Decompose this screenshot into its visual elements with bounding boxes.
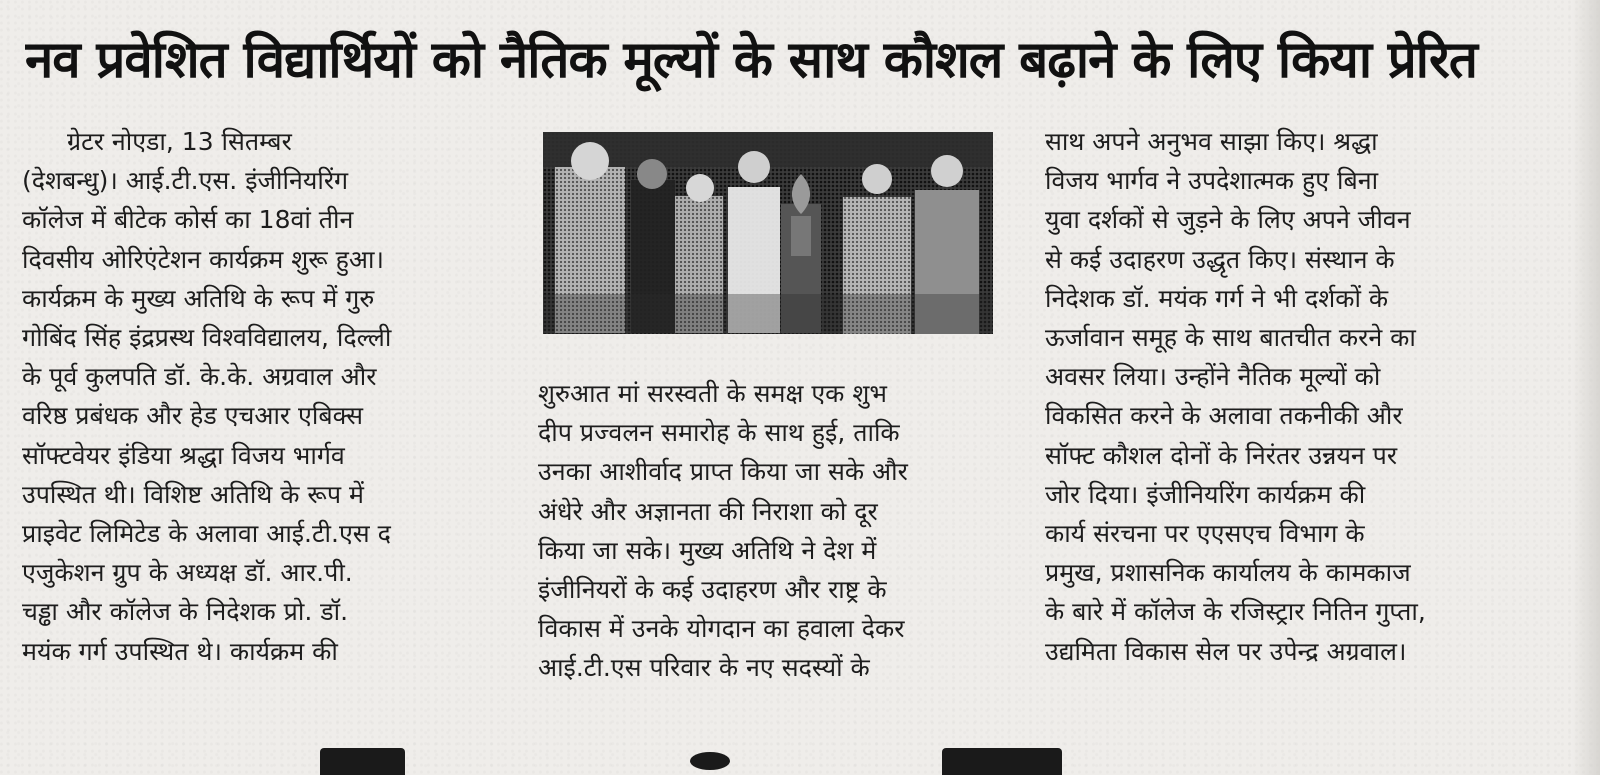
headline-fragment (320, 748, 405, 775)
headline-fragment (690, 752, 730, 770)
article-line: मयंक गर्ग उपस्थित थे। कार्यक्रम की (22, 636, 338, 666)
article-line: किया जा सके। मुख्य अतिथि ने देश में (538, 535, 877, 565)
article-line: दीप प्रज्वलन समारोह के साथ हुई, ताकि (538, 418, 900, 448)
article-line: गोबिंद सिंह इंद्रप्रस्थ विश्वविद्यालय, दिल्ली (22, 323, 392, 353)
article-line: ग्रेटर नोएडा, 13 सितम्बर (67, 127, 292, 156)
article-line: वरिष्ठ प्रबंधक और हेड एचआर एबिक्स (22, 401, 364, 431)
article-line: चड्ढा और कॉलेज के निदेशक प्रो. डॉ. (22, 597, 349, 627)
article-line: आई.टी.एस परिवार के नए सदस्यों के (538, 653, 870, 683)
article-line: कार्य संरचना पर एएसएच विभाग के (1045, 519, 1365, 549)
article-line: विकसित करने के अलावा तकनीकी और (1045, 401, 1403, 431)
article-line: इंजीनियरों के कई उदाहरण और राष्ट्र के (538, 575, 887, 605)
article-line: कॉलेज में बीटेक कोर्स का 18वां तीन (22, 205, 354, 235)
article-line: कार्यक्रम के मुख्य अतिथि के रूप में गुरु (22, 283, 375, 313)
article-line: शुरुआत मां सरस्वती के समक्ष एक शुभ (538, 379, 887, 408)
article-line: साथ अपने अनुभव साझा किए। श्रद्धा (1045, 127, 1378, 156)
article-line: उपस्थित थी। विशिष्ट अतिथि के रूप में (22, 479, 364, 509)
article-column-middle (538, 374, 1008, 688)
article-line: सॉफ्ट कौशल दोनों के निरंतर उन्नयन पर (1045, 440, 1398, 470)
article-line: (देशबन्धु)। आई.टी.एस. इंजीनियरिंग (22, 166, 349, 196)
article-line: प्रमुख, प्रशासनिक कार्यालय के कामकाज (1045, 558, 1411, 588)
article-line: अवसर लिया। उन्होंने नैतिक मूल्यों को (1045, 362, 1381, 392)
article-line: ऊर्जावान समूह के साथ बातचीत करने का (1045, 323, 1416, 353)
article-line: प्राइवेट लिमिटेड के अलावा आई.टी.एस द (22, 519, 391, 549)
newspaper-photo-icon (543, 132, 993, 334)
article-line: के पूर्व कुलपति डॉ. के.के. अग्रवाल और (22, 362, 377, 392)
article-line: दिवसीय ओरिएंटेशन कार्यक्रम शुरू हुआ। (22, 244, 384, 274)
article-line: जोर दिया। इंजीनियरिंग कार्यक्रम की (1045, 479, 1366, 509)
cropped-next-headline (0, 742, 1600, 775)
article-line: उद्यमिता विकास सेल पर उपेन्द्र अग्रवाल। (1045, 636, 1407, 666)
article-photo (543, 132, 993, 334)
headline: नव प्रवेशित विद्यार्थियों को नैतिक मूल्यों के साथ कौशल बढ़ाने के लिए किया प्रेरित (25, 31, 1477, 90)
headline-fragment (942, 748, 1062, 775)
article-line: विजय भार्गव ने उपदेशात्मक हुए बिना (1045, 166, 1379, 196)
page-edge (1572, 0, 1600, 775)
article-line: निदेशक डॉ. मयंक गर्ग ने भी दर्शकों के (1045, 283, 1389, 313)
article-line: युवा दर्शकों से जुड़ने के लिए अपने जीवन (1045, 205, 1411, 235)
article-line: सॉफ्टवेयर इंडिया श्रद्धा विजय भार्गव (22, 440, 345, 470)
article-column-left (22, 122, 497, 671)
article-line: विकास में उनके योगदान का हवाला देकर (538, 614, 905, 644)
article-column-right (1045, 122, 1520, 671)
article-line: के बारे में कॉलेज के रजिस्ट्रार नितिन गुप्ता, (1045, 597, 1426, 627)
article-line: अंधेरे और अज्ञानता की निराशा को दूर (538, 496, 878, 526)
article-line: उनका आशीर्वाद प्राप्त किया जा सके और (538, 457, 908, 487)
article-line: से कई उदाहरण उद्धृत किए। संस्थान के (1045, 244, 1395, 274)
article-line: एजुकेशन ग्रुप के अध्यक्ष डॉ. आर.पी. (22, 558, 353, 588)
